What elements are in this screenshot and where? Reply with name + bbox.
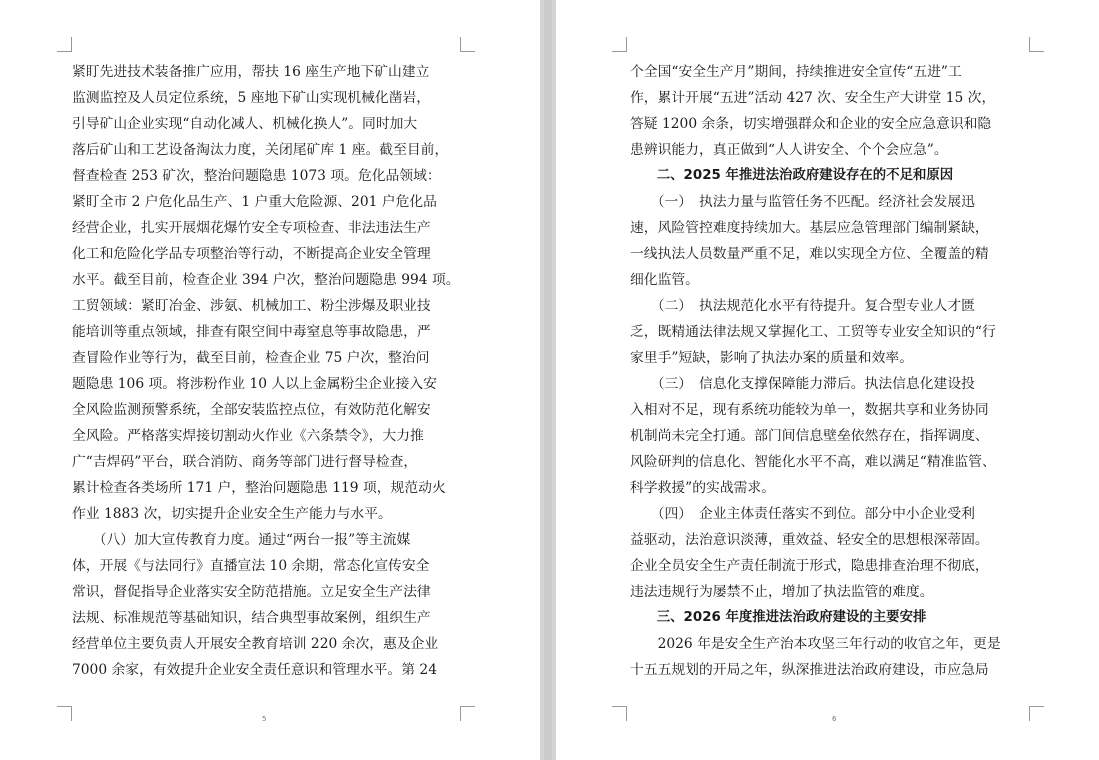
text-line: 7000 余家，有效提升企业安全责任意识和管理水平。第 24 — [72, 662, 437, 678]
document-page-6 — [556, 0, 1099, 760]
text-line: 机制尚未完全打通。部门间信息壁垒依然存在，指挥调度、 — [630, 428, 989, 444]
text-line: 家里手”短缺，影响了执法办案的质量和效率。 — [630, 350, 913, 366]
page-number: 5 — [262, 715, 267, 723]
text-line: 违法违规行为屡禁不止，增加了执法监管的难度。 — [630, 584, 934, 600]
text-line: 监测监控及人员定位系统，5 座地下矿山实现机械化凿岩， — [72, 90, 431, 106]
page-body-text — [630, 59, 1024, 683]
text-line: 患辨识能力，真正做到“人人讲安全、个个会应急”。 — [630, 142, 948, 158]
text-line: 个全国“安全生产月”期间，持续推进安全宣传“五进”工 — [630, 64, 962, 80]
crop-mark-bottom-right — [460, 706, 475, 721]
text-line: 能培训等重点领域，排查有限空间中毒窒息等事故隐患，严 — [72, 324, 431, 340]
text-line: 风险研判的信息化、智能化水平不高，难以满足“精准监管、 — [630, 454, 996, 470]
text-line: 引导矿山企业实现“自动化减人、机械化换人”。同时加大 — [72, 116, 418, 132]
section-heading: 三、2026 年度推进法治政府建设的主要安排 — [630, 610, 927, 625]
text-line: 十五五规划的开局之年，纵深推进法治政府建设，市应急局 — [630, 662, 989, 678]
text-line: 企业全员安全生产责任制流于形式，隐患排查治理不彻底， — [630, 558, 989, 574]
text-line: 紧盯全市 2 户危化品生产、1 户重大危险源、201 户危化品 — [72, 194, 437, 210]
text-line: 紧盯先进技术装备推广应用，帮扶 16 座生产地下矿山建立 — [72, 64, 430, 80]
text-line: 工贸领域：紧盯冶金、涉氨、机械加工、粉尘涉爆及职业技 — [72, 298, 431, 314]
text-line: 经营企业，扎实开展烟花爆竹安全专项检查、非法违法生产 — [72, 220, 431, 236]
gutter-shadow — [544, 0, 552, 760]
text-line: （三） 信息化支撑保障能力滞后。执法信息化建设投 — [630, 376, 975, 392]
text-line: 查冒险作业等行为，截至目前，检查企业 75 户次，整治问 — [72, 350, 430, 366]
text-line: 全风险。严格落实焊接切割动火作业《六条禁令》，大力推 — [72, 428, 424, 444]
crop-mark-bottom-left — [57, 706, 72, 721]
crop-mark-top-right — [460, 37, 475, 52]
text-line: 广“吉焊码”平台，联合消防、商务等部门进行督导检查， — [72, 454, 418, 470]
page-number: 6 — [832, 715, 837, 723]
text-line: （四） 企业主体责任落实不到位。部分中小企业受利 — [630, 506, 975, 522]
text-line: 科学救援”的实战需求。 — [630, 480, 776, 496]
text-line: 作业 1883 次，切实提升企业安全生产能力与水平。 — [72, 506, 392, 522]
crop-mark-bottom-right — [1029, 706, 1044, 721]
text-line: 乏，既精通法律法规又掌握化工、工贸等专业安全知识的“行 — [630, 324, 996, 340]
crop-mark-top-right — [1029, 37, 1044, 52]
text-line: 落后矿山和工艺设备淘汰力度，关闭尾矿库 1 座。截至目前， — [72, 142, 449, 158]
text-line: 法规、标准规范等基础知识，结合典型事故案例，组织生产 — [72, 610, 431, 626]
text-line: 化工和危险化学品专项整治等行动，不断提高企业安全管理 — [72, 246, 431, 262]
text-line: 水平。截至目前，检查企业 394 户次，整治问题隐患 994 项。 — [72, 272, 460, 288]
text-line: 一线执法人员数量严重不足，难以实现全方位、全覆盖的精 — [630, 246, 989, 262]
text-line: 累计检查各类场所 171 户，整治问题隐患 119 项，规范动火 — [72, 480, 446, 496]
text-line: 2026 年是安全生产治本攻坚三年行动的收官之年，更是 — [630, 636, 1001, 652]
text-line: （一） 执法力量与监管任务不匹配。经济社会发展迅 — [630, 194, 975, 210]
text-line: 经营单位主要负责人开展安全教育培训 220 余次，惠及企业 — [72, 636, 439, 652]
text-line: 入相对不足，现有系统功能较为单一，数据共享和业务协同 — [630, 402, 989, 418]
crop-mark-top-left — [612, 37, 627, 52]
text-line: 体，开展《与法同行》直播宣法 10 余期，常态化宣传安全 — [72, 558, 430, 574]
text-line: 作，累计开展“五进”活动 427 次、安全生产大讲堂 15 次， — [630, 90, 996, 106]
text-line: （二） 执法规范化水平有待提升。复合型专业人才匮 — [630, 298, 975, 314]
crop-mark-top-left — [57, 37, 72, 52]
text-line: 题隐患 106 项。将涉粉作业 10 人以上金属粉尘企业接入安 — [72, 376, 437, 392]
text-line: 答疑 1200 余条，切实增强群众和企业的安全应急意识和隐 — [630, 116, 992, 132]
text-line: 督查检查 253 矿次，整治问题隐患 1073 项。危化品领域： — [72, 168, 441, 184]
text-line: 全风险监测预警系统，全部安装监控点位，有效防范化解安 — [72, 402, 431, 418]
text-line: 益驱动，法治意识淡薄，重效益、轻安全的思想根深蒂固。 — [630, 532, 989, 548]
text-line: 速，风险管控难度持续加大。基层应急管理部门编制紧缺， — [630, 220, 989, 236]
page-body-text — [72, 59, 464, 683]
text-line: （八）加大宣传教育力度。通过“两台一报”等主流媒 — [72, 532, 411, 548]
crop-mark-bottom-left — [612, 706, 627, 721]
document-page-5 — [0, 0, 540, 760]
text-line: 常识，督促指导企业落实安全防范措施。立足安全生产法律 — [72, 584, 431, 600]
section-heading: 二、2025 年推进法治政府建设存在的不足和原因 — [630, 168, 954, 183]
text-line: 细化监管。 — [630, 272, 699, 288]
